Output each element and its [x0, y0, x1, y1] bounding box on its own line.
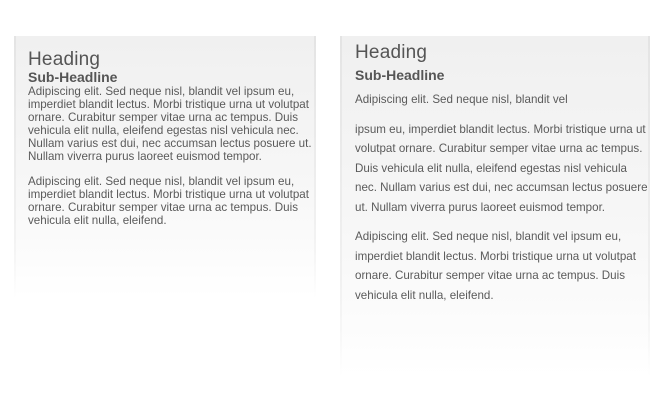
- heading: Heading: [355, 42, 428, 63]
- body-paragraph: Adipiscing elit. Sed neque nisl, blandit vel: [355, 93, 568, 106]
- body-paragraph: Adipiscing elit. Sed neque nisl, blandit vel ipsum eu, imperdiet blandit lectus. Morbi tristique urna ut volutpat ornare. Curabitur semper vitae urna ac tempus. Duis vehicula elit nulla, eleifend.: [355, 230, 636, 302]
- tight-spacing-card: [14, 36, 316, 298]
- body-paragraph: Adipiscing elit. Sed neque nisl, blandit vel ipsum eu, imperdiet blandit lectus. Morbi tristique urna ut volutpat ornare. Curabitur semper vitae urna ac tempus. Duis vehicula elit nulla, eleifend.: [28, 175, 309, 227]
- sub-headline: Sub-Headline: [355, 67, 445, 83]
- sub-headline: Sub-Headline: [28, 69, 118, 85]
- loose-spacing-card: [340, 36, 650, 376]
- body-paragraph: ipsum eu, imperdiet blandit lectus. Morbi tristique urna ut volutpat ornare. Curabitur semper vitae urna ac tempus. Duis vehicula elit nulla, eleifend egestas nisl vehicula nec. Nullam varius est dui, nec accumsan lectus posuere ut. Nullam viverra purus laoreet euismod tempor.: [355, 122, 648, 214]
- body-paragraph: Adipiscing elit. Sed neque nisl, blandit vel ipsum eu, imperdiet blandit lectus. Morbi tristique urna ut volutpat ornare. Curabitur semper vitae urna ac tempus. Duis vehicula elit nulla, eleifend egestas nisl vehicula nec. Nullam varius est dui, nec accumsan lectus posuere ut. Nullam viverra purus laoreet euismod tempor.: [28, 85, 312, 163]
- heading: Heading: [28, 49, 101, 70]
